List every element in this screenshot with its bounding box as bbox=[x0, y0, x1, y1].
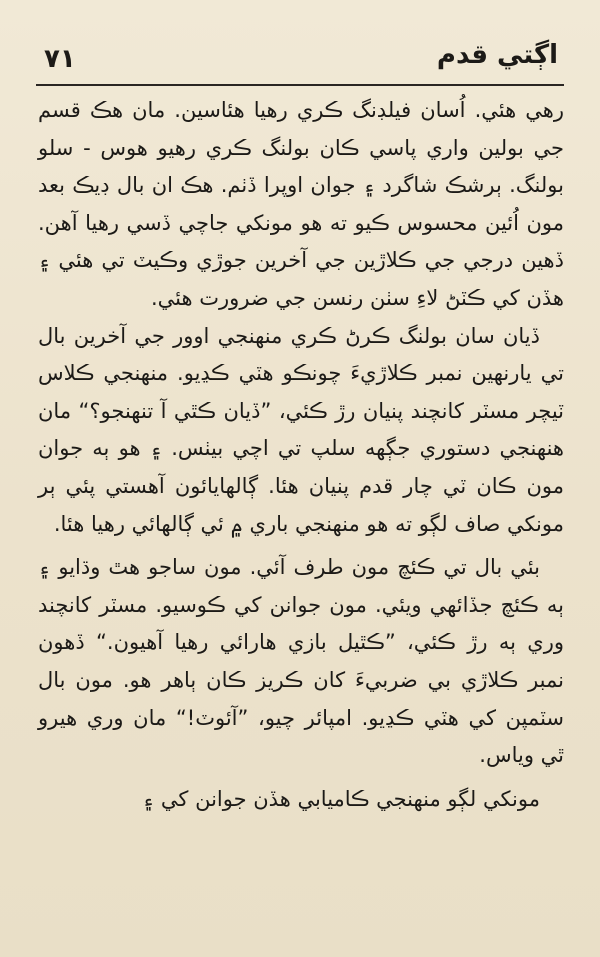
page-header bbox=[36, 22, 564, 82]
paragraph-3: بئي بال تي ڪئچ مون طرف آئي. مون ساجو هٿ وڌايو ۽ ٻه ڪئچ جڏائهي ويئي. مون جوانن کي ڪوسيو. مسٽر کانچند وري ٻه رڙ ڪئي، ”ڪٿيل بازي هارائي رهيا آهيون.“ ڏهون نمبر ڪلاڙي بي ضربيءَ کان ڪريز ڪان ٻاهر هو. مون بال سٽمپن کي هٽي ڪڍيو. امپائر چيو، ”آئوٽ!“ مان وري هيرو ٿي وياس. bbox=[38, 555, 564, 768]
paragraph-4: مونکي لڳو منهنجي ڪاميابي هڏن جوانن کي ۽ bbox=[141, 786, 540, 811]
paragraph-1: رهي هئي. اُسان فيلڊنگ ڪري رهيا هئاسين. مان هڪ قسم جي بولين واري پاسي ڪان بولنگ ڪري رهيو هوس - سلو بولنگ. ٻرشڪ شاگرد ۽ جوان اوپرا ڏٺم. هڪ ان بال ڊيڪ بعد مون اُئين محسوس ڪيو ته هو مونکي جاچي ڏسي رهيا آهن. ڏهين درجي جي ڪلاڙين جي آخرين جوڙي وڪيٽ تي هئي ۽ هڏن کي ڪٽڻ لاءِ سٺن رنسن جي ضرورت هئي. bbox=[38, 98, 564, 310]
running-title: اڳتي قدم bbox=[436, 40, 558, 70]
page-number: ٧١ bbox=[44, 44, 76, 74]
paragraph-2: ڏيان سان بولنگ ڪرڻ ڪري منهنجي اوور جي آخرين بال تي يارنهين نمبر ڪلاڙيءَ چونڪو هٽي ڪڍيو. منهنجي ڪلاس ٽيچر مسٽر کانچند پنيان رڙ ڪئي، ”ڏيان ڪٿي آ تنهنجو؟“ مان هنهنجي دستوري جڳهه سلپ تي اچي بيٺس. ۽ هو ٻه جوان مون ڪان ٽي چار قدم پنيان هئا. ڳالهايائون آهستي پئي ٻر مونکي صاف لڳو ته هو منهنجي باري ۾ ئي ڳالهائي رهيا هئا. bbox=[38, 323, 564, 536]
header-rule bbox=[36, 84, 564, 86]
body-text bbox=[38, 92, 564, 933]
